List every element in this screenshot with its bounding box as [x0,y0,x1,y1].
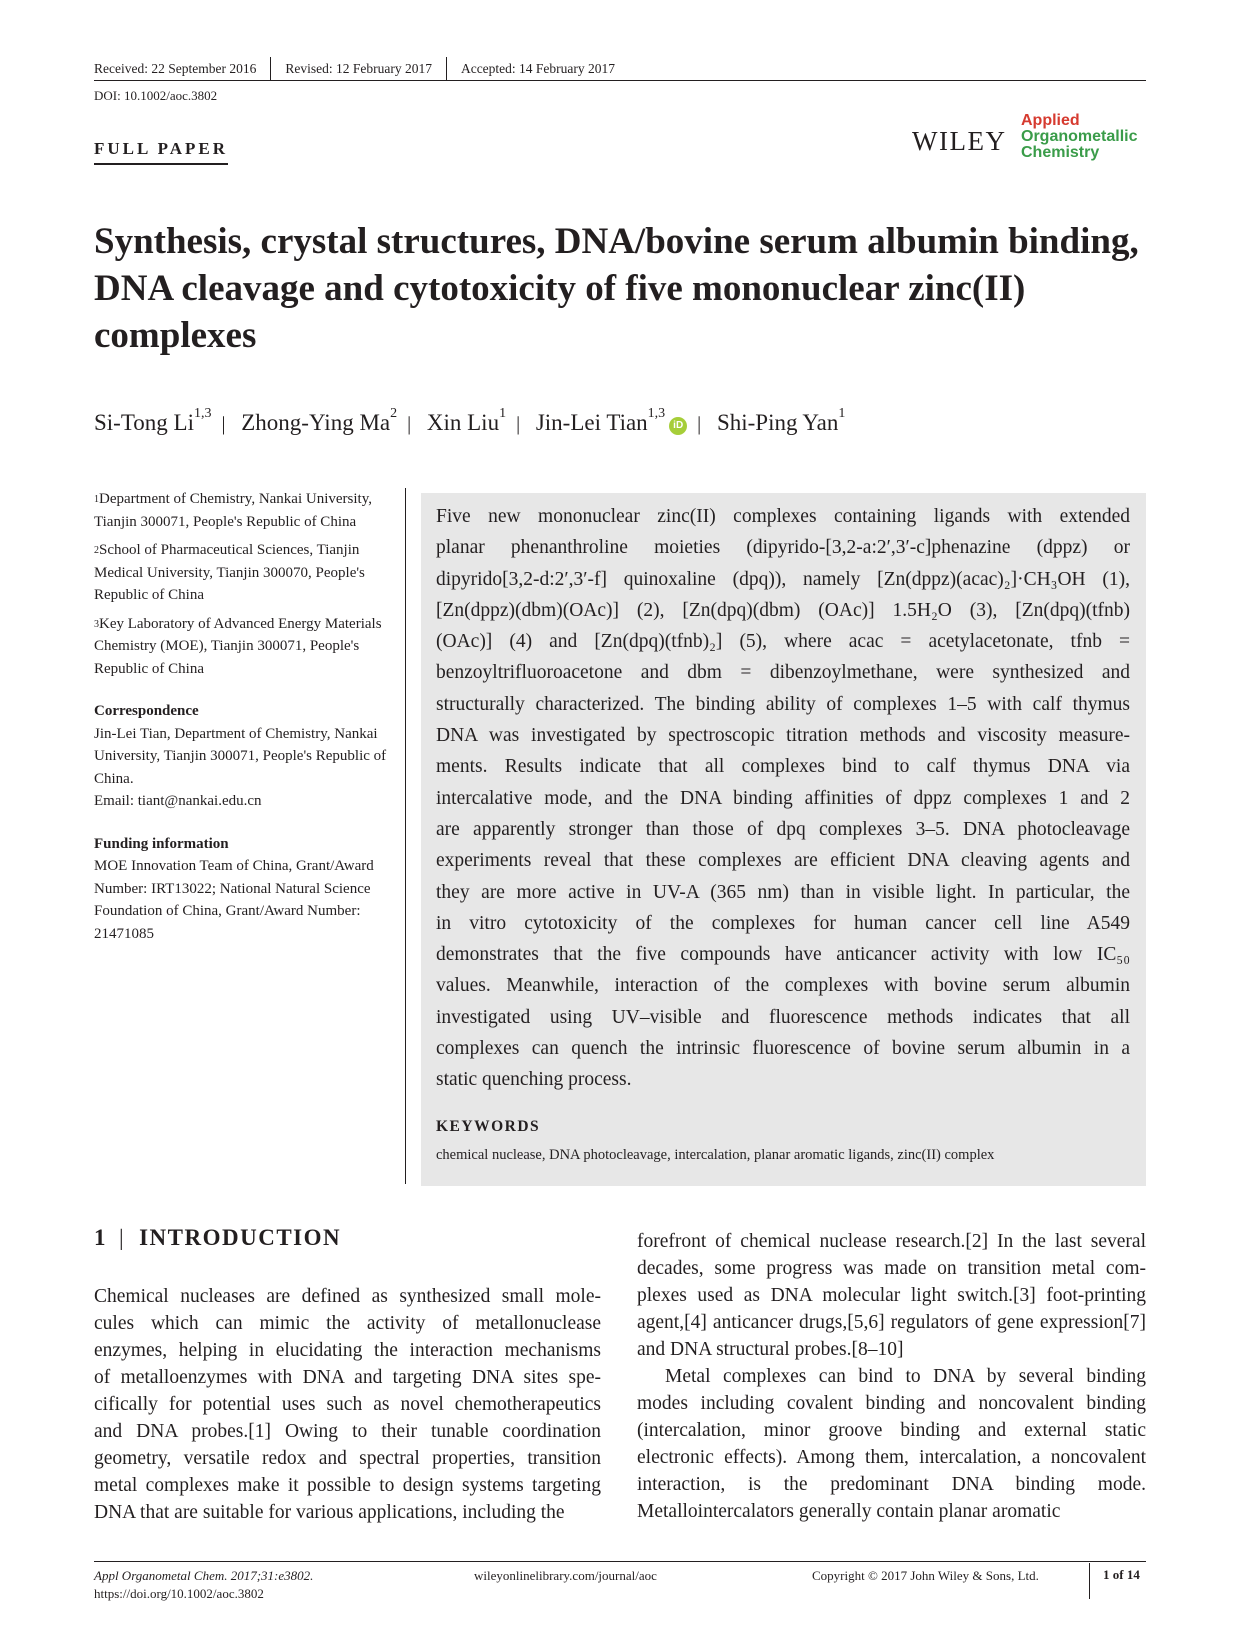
text-line: structurally characterized. The binding ability of complexes 1–5 with calf thymus [436,693,1130,715]
citation-doi-link[interactable]: https://doi.org/10.1002/aoc.3802 [94,1586,264,1601]
section-separator: | [119,1225,126,1250]
accepted-date: Accepted: 14 February 2017 [460,61,616,76]
affiliation-text: Department of Chemistry, Nankai University, Tianjin 300071, People's Republic of China [94,491,372,530]
text-line: of metalloenzymes with DNA and targeting DNA sites spe- [94,1367,601,1388]
text-line: values. Meanwhile, interaction of the complexes with bovine serum albumin [436,975,1130,997]
footer-rule [94,1561,1146,1562]
author-name[interactable]: Si-Tong Li [94,410,194,435]
author-name[interactable]: Xin Liu [426,410,500,435]
keywords-list: chemical nuclease, DNA photocleavage, intercalation, planar aromatic ligands, zinc(II) complex [436,1147,995,1163]
text-line: Five new mononuclear zinc(II) complexes containing ligands with extended [436,506,1130,527]
text-line: Chemical nucleases are defined as synthesized small mole- [94,1286,601,1307]
text-line: dipyrido[3,2-d:2′,3′-f] quinoxaline (dpq)), namely [Zn(dppz)(acac)₂]·CH₃OH (1), [436,568,1130,590]
text-line: (intercalation, minor groove binding and external static [637,1420,1146,1441]
affiliation-number: 2 [94,545,99,556]
text-line: ments. Results indicate that all complexes bind to calf thymus DNA via [436,756,1130,778]
keywords-heading: KEYWORDS [436,1118,541,1135]
affiliation-number: 1 [94,494,99,505]
text-line: interaction, is the predominant DNA binding mode. [637,1474,1146,1495]
author-affiliation: 1 [838,406,846,421]
revised-date: Revised: 12 February 2017 [285,61,432,76]
text-line: forefront of chemical nuclease research.[2] In the last several [637,1231,1146,1252]
author-separator: | [697,413,702,435]
author-affiliation: 1,3 [193,406,212,421]
text-line: they are more active in UV-A (365 nm) than in visible light. In particular, the [436,881,1130,903]
paper-title: Synthesis, crystal structures, DNA/bovine serum albumin binding, DNA cleavage and cytotoxicity of five mononuclear zinc(II) complexes [94,221,1139,356]
header-rule [94,80,1146,81]
text-line: plexes used as DNA molecular light switch.[3] foot-printing [637,1285,1146,1306]
text-line: cifically for potential uses such as novel chemotherapeutics [94,1394,601,1415]
section-title: INTRODUCTION [139,1225,342,1250]
received-date: Received: 22 September 2016 [94,61,257,76]
history-dates [94,57,629,81]
correspondence-heading: Correspondence [94,703,199,719]
section-heading [94,1225,341,1251]
author-affiliation: 2 [390,406,398,421]
page-number: 1 of 14 [1103,1567,1140,1582]
text-line: Metallointercalators generally contain planar aromatic [637,1501,1061,1522]
affiliations-column [94,488,399,945]
abstract [436,501,1130,1096]
author-name[interactable]: Shi-Ping Yan [716,410,839,435]
text-line: experiments reveal that these complexes are efficient DNA cleaving agents and [436,850,1130,872]
funding-text: MOE Innovation Team of China, Grant/Award Number: IRT13022; National Natural Science Foundation of China, Grant/Award Number: 21471085 [94,858,374,942]
author-affiliation: 1 [499,406,507,421]
text-line: geometry, versatile redox and spectral properties, transition [94,1448,601,1469]
text-line: enzymes, helping in elucidating the interaction mechanisms [94,1340,601,1361]
text-line: Metal complexes can bind to DNA by several binding [665,1366,1146,1387]
doi[interactable]: DOI: 10.1002/aoc.3802 [94,88,218,103]
text-line: and DNA probes.[1] Owing to their tunable coordination [94,1421,601,1442]
affiliation [94,613,399,681]
author-separator: | [516,413,521,435]
citation-text: Appl Organometal Chem. 2017;31:e3802. [94,1568,314,1583]
affiliation-text: School of Pharmaceutical Sciences, Tianjin Medical University, Tianjin 300070, People's Republic of China [94,542,365,603]
text-line: [Zn(dppz)(dbm)(OAc)] (2), [Zn(dpq)(dbm) (OAc)] 1.5H₂O (3), [Zn(dpq)(tfnb) [436,599,1130,621]
text-line: are apparently stronger than those of dpq complexes 3–5. DNA photocleavage [436,818,1130,840]
text-line: in vitro cytotoxicity of the complexes for human cancer cell line A549 [436,912,1130,934]
text-line: metal complexes make it possible to design systems targeting [94,1475,601,1496]
text-line: cules which can mimic the activity of metallonuclease [94,1313,601,1334]
author-name[interactable]: Jin-Lei Tian [535,410,648,435]
funding-heading: Funding information [94,835,229,852]
text-line: complexes can quench the intrinsic fluorescence of bovine serum albumin in a [436,1038,1130,1060]
section-number: 1 [94,1225,107,1250]
text-line: demonstrates that the five compounds have anticancer activity with low IC₅₀ [436,944,1130,966]
author-affiliation: 1,3 [647,406,666,421]
journal-logo-line1: Applied [1021,112,1080,129]
author-separator: | [407,413,412,435]
correspondence-text: Jin-Lei Tian, Department of Chemistry, Nankai University, Tianjin 300071, People's Republic of China. [94,725,387,787]
journal-logo-line2: Organometallic [1021,128,1138,145]
text-line: modes including covalent binding and noncovalent binding [637,1393,1146,1414]
intro-column-right [637,1228,1146,1525]
footer-divider [1089,1563,1090,1599]
text-line: investigated using UV–visible and fluorescence methods indicates that all [436,1006,1130,1028]
section-label: FULL PAPER [94,139,228,165]
author-list [94,406,846,436]
affiliation [94,539,399,607]
correspondence-email[interactable]: Email: tiant@nankai.edu.cn [94,793,262,809]
text-line: electronic effects). Among them, intercalation, a noncovalent [637,1447,1146,1468]
text-line: DNA that are suitable for various applications, including the [94,1502,565,1523]
author-separator: | [221,413,226,435]
affiliation [94,488,399,533]
publisher-logo: WILEY [912,126,1007,156]
journal-logo [1021,113,1137,161]
text-line: intercalative mode, and the DNA binding affinities of dppz complexes 1 and 2 [436,787,1130,809]
text-line: and DNA structural probes.[8–10] [637,1339,904,1360]
text-line: benzoyltrifluoroacetone and dbm = dibenzoylmethane, were synthesized and [436,662,1130,684]
footer-citation [94,1567,313,1603]
text-line: static quenching process. [436,1069,632,1091]
column-divider [405,488,406,1184]
affiliation-number: 3 [94,618,99,630]
journal-website-link[interactable]: wileyonlinelibrary.com/journal/aoc [474,1568,657,1583]
journal-logo-line3: Chemistry [1021,144,1100,161]
text-line: DNA was investigated by spectroscopic titration methods and viscosity measure- [436,725,1130,747]
text-line: planar phenanthroline moieties (dipyrido-[3,2-a:2′,3′-c]phenazine (dppz) or [436,537,1130,559]
orcid-icon[interactable]: iD [669,417,687,435]
author-name[interactable]: Zhong-Ying Ma [241,410,391,435]
affiliation-text: Key Laboratory of Advanced Energy Materials Chemistry (MOE), Tianjin 300071, People's Republic of China [94,615,382,677]
text-line: decades, some progress was made on transition metal com- [637,1258,1146,1279]
text-line: agent,[4] anticancer drugs,[5,6] regulators of gene expression[7] [637,1312,1146,1333]
intro-column-left [94,1283,601,1526]
text-line: (OAc)] (4) and [Zn(dpq)(tfnb)₂] (5), where acac = acetylacetonate, tfnb = [436,631,1130,653]
copyright: Copyright © 2017 John Wiley & Sons, Ltd. [812,1568,1039,1583]
